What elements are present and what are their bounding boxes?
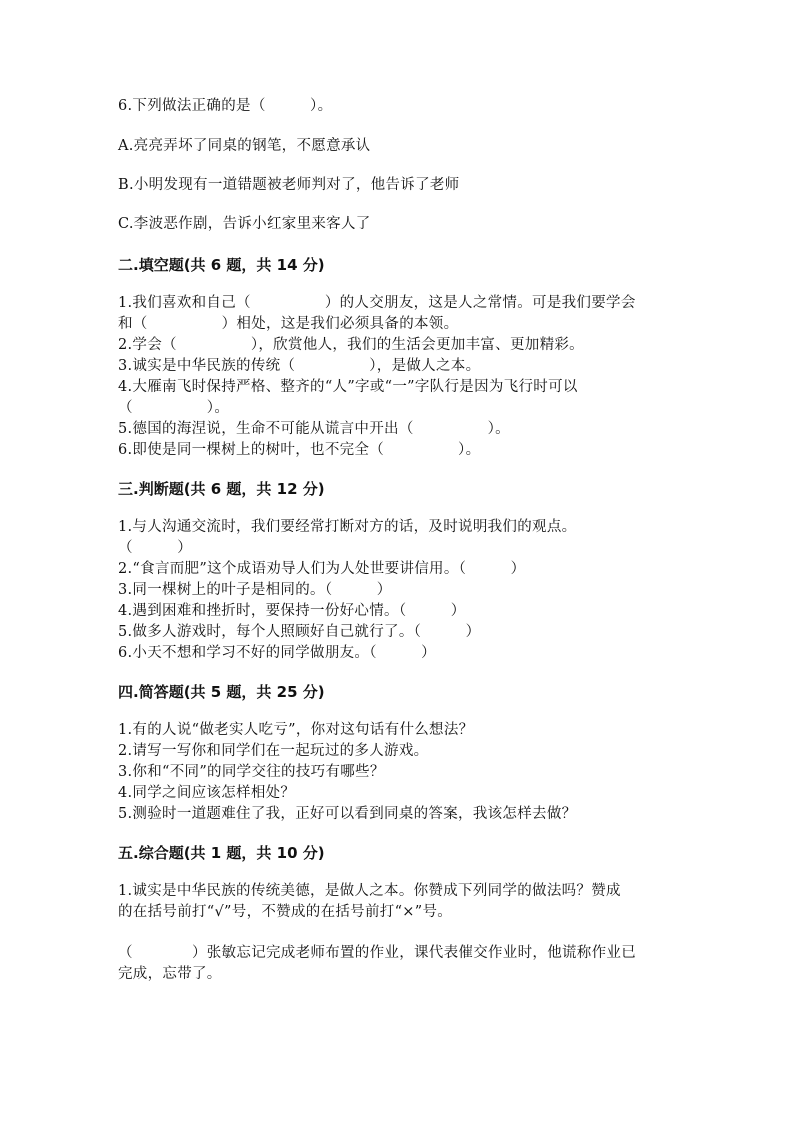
judge-line: 6.小天不想和学习不好的同学做朋友。（ ）	[118, 645, 436, 661]
comprehensive-line: 的在括号前打“√”号，不赞成的在括号前打“×”号。	[118, 904, 453, 920]
section-title-comprehensive: 五.综合题(共 1 题，共 10 分)	[118, 844, 325, 862]
question-6-stem: 6.下列做法正确的是（ ）。	[118, 98, 333, 114]
comprehensive-line: 1.诚实是中华民族的传统美德，是做人之本。你赞成下列同学的做法吗？赞成	[118, 883, 621, 899]
fill-line: 3.诚实是中华民族的传统（ ），是做人之本。	[118, 358, 481, 374]
judge-line: （ ）	[118, 540, 192, 556]
fill-line: 6.即使是同一棵树上的树叶，也不完全（ ）。	[118, 442, 481, 458]
short-answer-line: 1.有的人说“做老实人吃亏”，你对这句话有什么想法？	[118, 722, 474, 738]
fill-line: 5.德国的海涅说，生命不可能从谎言中开出（ ）。	[118, 421, 510, 437]
section-title-short-answer: 四.简答题(共 5 题，共 25 分)	[118, 683, 325, 701]
comprehensive-item-line: 完成，忘带了。	[118, 966, 222, 982]
short-answer-line: 3.你和“不同”的同学交往的技巧有哪些？	[118, 764, 385, 780]
short-answer-line: 4.同学之间应该怎样相处？	[118, 785, 296, 801]
fill-line: 2.学会（ ），欣赏他人，我们的生活会更加丰富、更加精彩。	[118, 337, 584, 353]
judge-line: 4.遇到困难和挫折时，要保持一份好心情。（ ）	[118, 603, 466, 619]
section-title-judgement: 三.判断题(共 6 题，共 12 分)	[118, 480, 325, 498]
short-answer-line: 5.测验时一道题难住了我，正好可以看到同桌的答案，我该怎样去做？	[118, 806, 577, 822]
option-c: C.李波恶作剧，告诉小红家里来客人了	[118, 216, 371, 232]
comprehensive-item-line: （ ）张敏忘记完成老师布置的作业，课代表催交作业时，他谎称作业已	[118, 945, 636, 961]
fill-line: （ ）。	[118, 400, 230, 416]
fill-line: 和（ ）相处，这是我们必须具备的本领。	[118, 316, 459, 332]
judge-line: 3.同一棵树上的叶子是相同的。（ ）	[118, 582, 392, 598]
judge-line: 2.“食言而肥”这个成语劝导人们为人处世要讲信用。（ ）	[118, 561, 526, 577]
fill-line: 4.大雁南飞时保持严格、整齐的“人”字或“一”字队行是因为飞行时可以	[118, 379, 578, 395]
option-b: B.小明发现有一道错题被老师判对了，他告诉了老师	[118, 177, 460, 193]
section-title-fill-in: 二.填空题(共 6 题，共 14 分)	[118, 256, 325, 274]
option-a: A.亮亮弄坏了同桌的钢笔，不愿意承认	[118, 138, 371, 154]
short-answer-line: 2.请写一写你和同学们在一起玩过的多人游戏。	[118, 743, 429, 759]
judge-line: 1.与人沟通交流时，我们要经常打断对方的话，及时说明我们的观点。	[118, 519, 577, 535]
fill-line: 1.我们喜欢和自己（ ）的人交朋友，这是人之常情。可是我们要学会	[118, 295, 636, 311]
judge-line: 5.做多人游戏时，每个人照顾好自己就行了。（ ）	[118, 624, 481, 640]
